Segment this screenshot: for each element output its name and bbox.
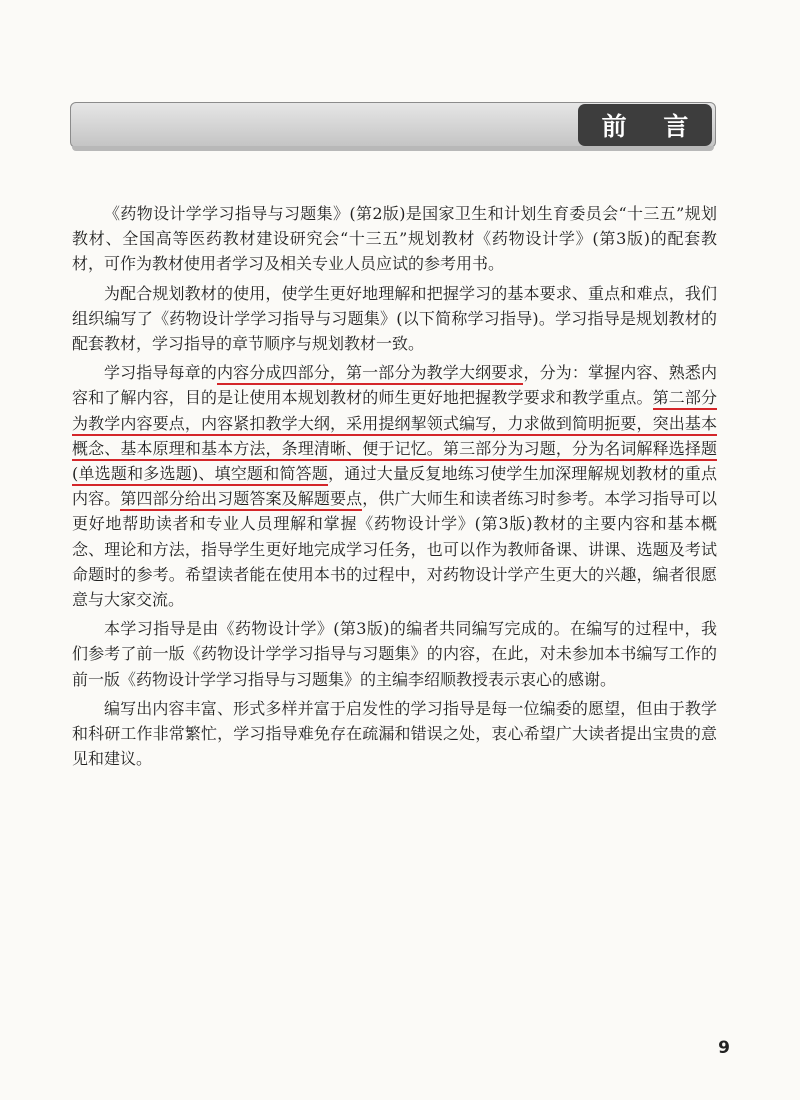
paragraph-3-text: ，供广大师生和读者练习时参考。本学习指导可以更好地帮助读者和专业人员理解和掌握《药物设计学》(第3版)教材的主要内容和基本概念、理论和方法，指导学生更好地完成学习任务，也可以作为教师备课、讲课、选题及考试命题时的参考。希望读者能在使用本书的过程中，对药物设计学产生更大的兴趣，编者很愿意与大家交流。 — [72, 489, 717, 610]
underlined-text: 第二部分为教学内容要点，内容紧扣教学大纲，采用提纲挈领式编写，力求做到简明扼要，突出基本概念、基本原理和基本方法，条理清晰、便于记忆。第三部分为习题，分为名词解释选择题(单选题和多选题)、填空题和简答题 — [72, 388, 717, 486]
paragraph-3-text: ，通过大量反复地练习使学生加深理解规划教材的重点内容。 — [72, 464, 717, 509]
paragraph-1: 《药物设计学学习指导与习题集》(第2版)是国家卫生和计划生育委员会“十三五”规划教材、全国高等医药教材建设研究会“十三五”规划教材《药物设计学》(第3版)的配套教材，可作为教材使用者学习及相关专业人员应试的参考用书。 — [72, 204, 717, 274]
paragraph-5: 编写出内容丰富、形式多样并富于启发性的学习指导是每一位编委的愿望，但由于教学和科研工作非常繁忙，学习指导难免存在疏漏和错误之处，衷心希望广大读者提出宝贵的意见和建议。 — [72, 698, 717, 769]
paragraph-2: 为配合规划教材的使用，使学生更好地理解和把握学习的基本要求、重点和难点，我们组织编写了《药物设计学学习指导与习题集》(以下简称学习指导)。学习指导是规划教材的配套教材，学习指导的章节顺序与规划教材一致。 — [72, 283, 717, 354]
paragraph-3-text: ，分为：掌握内容、熟悉内容和了解内容，目的是让使用本规划教材的师生更好地把握教学要求和教学重点。 — [72, 363, 717, 408]
paragraph-3 — [72, 360, 717, 612]
paragraph-3-text: 学习指导每章的 — [104, 363, 217, 383]
page-title: 前 言 — [578, 104, 712, 146]
underlined-text: 第四部分给出习题答案及解题要点 — [120, 489, 362, 511]
header-bar-shadow — [72, 146, 714, 151]
underlined-text: 内容分成四部分，第一部分为教学大纲要求 — [217, 363, 524, 385]
preface-body — [72, 201, 717, 775]
paragraph-4: 本学习指导是由《药物设计学》(第3版)的编者共同编写完成的。在编写的过程中，我们参考了前一版《药物设计学学习指导与习题集》的内容，在此，对未参加本书编写工作的前一版《药物设计学学习指导与习题集》的主编李绍顺教授表示衷心的感谢。 — [72, 619, 717, 689]
page-number: 9 — [718, 1038, 730, 1058]
